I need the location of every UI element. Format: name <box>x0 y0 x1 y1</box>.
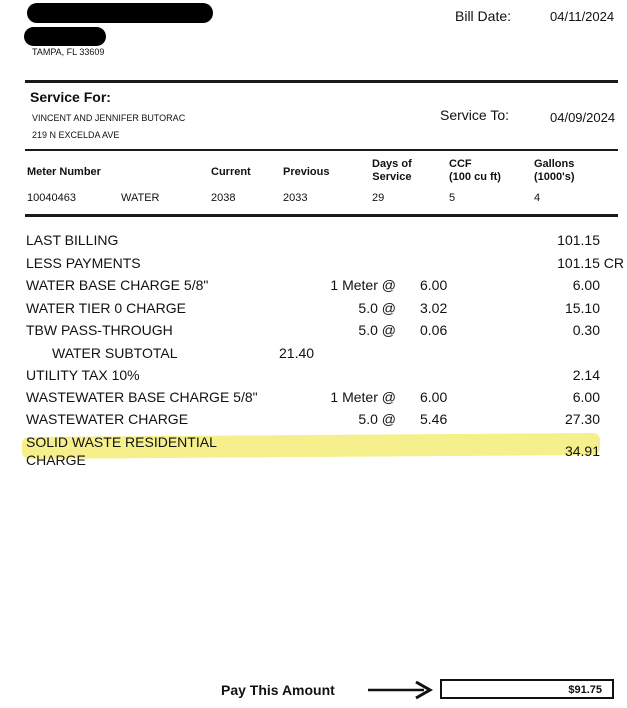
charge-qty: 5.0 @ <box>358 322 396 338</box>
charge-rate: 6.00 <box>420 389 448 405</box>
charge-desc: TBW PASS-THROUGH <box>26 322 173 338</box>
charge-rate: 6.00 <box>420 277 448 293</box>
charge-desc: LAST BILLING <box>26 232 119 248</box>
meter-number-value: 10040463 <box>27 192 76 204</box>
col-previous: Previous <box>283 166 330 178</box>
divider-service <box>25 149 618 151</box>
charge-qty: 5.0 @ <box>358 411 396 427</box>
col-current: Current <box>211 166 251 178</box>
charge-desc: WASTEWATER CHARGE <box>26 411 189 427</box>
customer-name: VINCENT AND JENNIFER BUTORAC <box>32 113 186 123</box>
charge-amount: 6.00 <box>572 277 600 293</box>
pay-amount-label: Pay This Amount <box>221 682 335 698</box>
gallons-value: 4 <box>534 192 541 204</box>
col-days-line2: Service <box>372 171 412 183</box>
charge-desc: WATER BASE CHARGE 5/8" <box>26 277 209 293</box>
charge-desc: WASTEWATER BASE CHARGE 5/8" <box>26 389 258 405</box>
col-days-of-service <box>372 158 412 184</box>
col-gallons-line1: Gallons <box>534 158 575 170</box>
charge-amount: 0.30 <box>572 322 600 338</box>
redacted-name-bar <box>27 3 213 23</box>
charge-amount: 101.15 <box>557 232 600 248</box>
pay-amount-box <box>440 679 614 699</box>
bill-date-label: Bill Date: <box>455 8 512 24</box>
solid-waste-amount: 34.91 <box>564 443 600 459</box>
col-days-line1: Days of <box>372 158 412 170</box>
charge-amount: 15.10 <box>564 300 600 316</box>
charge-amount: 6.00 <box>572 389 600 405</box>
charge-subtotal: 21.40 <box>279 345 315 361</box>
charge-rate: 0.06 <box>420 322 448 338</box>
charge-amount: 2.14 <box>572 367 600 383</box>
col-meter-number: Meter Number <box>27 166 101 178</box>
divider-charges <box>25 214 618 217</box>
days-value: 29 <box>372 192 385 204</box>
charge-qty: 5.0 @ <box>358 300 396 316</box>
bill-date-value: 04/11/2024 <box>550 9 615 24</box>
solid-waste-desc-line1: SOLID WASTE RESIDENTIAL <box>26 434 217 450</box>
previous-reading-value: 2033 <box>283 192 308 204</box>
divider-top <box>25 80 618 83</box>
charge-amount: 101.15 CR <box>557 255 624 271</box>
charge-desc: LESS PAYMENTS <box>26 255 141 271</box>
col-ccf-line2: (100 cu ft) <box>449 171 501 183</box>
col-gallons <box>534 158 575 184</box>
service-for-label: Service For: <box>30 89 111 105</box>
col-ccf-line1: CCF <box>449 158 472 170</box>
address-city: TAMPA, FL 33609 <box>32 47 105 57</box>
charge-amount: 27.30 <box>564 411 600 427</box>
col-gallons-line2: (1000's) <box>534 171 575 183</box>
charge-desc: WATER TIER 0 CHARGE <box>26 300 186 316</box>
charge-qty: 1 Meter @ <box>330 277 396 293</box>
charge-qty: 1 Meter @ <box>330 389 396 405</box>
service-address: 219 N EXCELDA AVE <box>32 130 120 140</box>
charge-desc: UTILITY TAX 10% <box>26 367 140 383</box>
meter-type-value: WATER <box>121 192 160 204</box>
solid-waste-desc-line2: CHARGE <box>26 452 86 468</box>
pay-amount-value: $91.75 <box>568 684 602 696</box>
charge-rate: 5.46 <box>420 411 448 427</box>
charge-rate: 3.02 <box>420 300 448 316</box>
charge-desc: WATER SUBTOTAL <box>52 345 178 361</box>
service-to-label: Service To: <box>440 107 509 123</box>
col-ccf <box>449 158 501 184</box>
right-arrow-icon <box>368 679 436 701</box>
redacted-address-bar <box>24 27 106 46</box>
ccf-value: 5 <box>449 192 456 204</box>
service-to-date: 04/09/2024 <box>550 110 616 125</box>
current-reading-value: 2038 <box>211 192 236 204</box>
